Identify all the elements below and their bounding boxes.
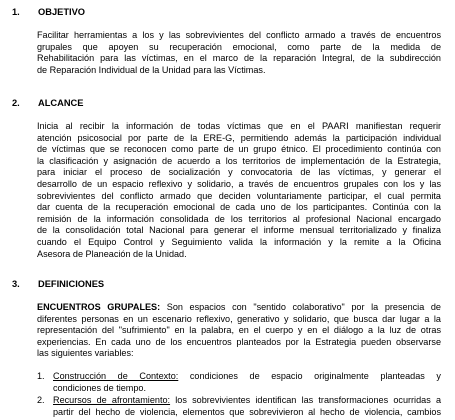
text-line bbox=[53, 395, 441, 407]
text-line bbox=[37, 302, 441, 314]
section-title: DEFINICIONES bbox=[38, 279, 105, 289]
text-line: experiencias. En cada uno de los encuentros planteados por la Estrategia pueden observarse bbox=[37, 336, 441, 347]
section-number: 3. bbox=[12, 279, 20, 289]
list-item-term: Recursos de afrontamiento: bbox=[53, 395, 171, 405]
list-item-text: los sobrevivientes identifican las transformaciones ocurridas a bbox=[170, 395, 441, 405]
text-line: la clasificación y asignación de acuerdo a los territorios de implementación de la Estrategia, bbox=[37, 155, 441, 166]
section-number: 1. bbox=[12, 7, 20, 17]
text-line: atención psicosocial por parte de la ERE-G, permitiendo además la participación individual bbox=[37, 132, 441, 143]
definiciones-paragraph bbox=[37, 302, 441, 360]
text-line: sobrevivientes del conflicto armado que deciden voluntariamente participar, el cual permita bbox=[37, 190, 441, 201]
list-item-body bbox=[53, 395, 441, 418]
section-title: ALCANCE bbox=[38, 98, 84, 108]
text-line: remisión de la información consolidada de los territorios al profesional Nacional encargado bbox=[37, 213, 441, 224]
section-number: 2. bbox=[12, 98, 20, 108]
list-item bbox=[37, 371, 441, 395]
definition-term: ENCUENTROS GRUPALES: bbox=[37, 302, 161, 312]
text-line: dar cuenta de la recuperación emocional de cada uno de los participantes. Continúa con la bbox=[37, 202, 441, 213]
text-line: las siguientes variables: bbox=[37, 348, 134, 359]
section-heading-alcance bbox=[12, 98, 83, 110]
text-line: para iniciar el proceso de socialización y convocatoria de las víctimas, y generar el bbox=[37, 167, 441, 178]
section-heading-objetivo bbox=[12, 7, 85, 19]
list-item bbox=[37, 395, 441, 419]
section-title: OBJETIVO bbox=[38, 7, 86, 17]
text-line: Inicia al recibir la información de todas víctimas que en el PAARI manifiestan requerir bbox=[37, 121, 441, 131]
text-line: de Reparación Individual de la Unidad para las Víctimas. bbox=[37, 64, 266, 75]
text-line: Facilitar herramientas a los y las sobrevivientes del conflicto armado a través de encuentros bbox=[37, 30, 441, 40]
definition-text: Son espacios con "sentido colaborativo" por la presencia de bbox=[160, 302, 441, 312]
text-line: de víctimas que se reconocen como parte de un grupo étnico. El procedimiento continúa con bbox=[37, 144, 441, 155]
list-item-term: Construcción de Contexto: bbox=[53, 371, 179, 381]
text-line: Asesora de Planeación de la Unidad. bbox=[37, 248, 187, 259]
text-line: diferentes personas en un escenario reflexivo, generativo y solidario, que busca dar lugar a la bbox=[37, 313, 441, 324]
list-item-number: 2. bbox=[37, 395, 45, 405]
list-item-body bbox=[53, 371, 441, 394]
alcance-paragraph bbox=[37, 121, 441, 260]
text-line: partir del hecho de violencia, elementos que sobrevivieron al hecho de violencia, cambios bbox=[53, 406, 441, 417]
text-line: grupales que apoyen su recuperación emocional, como parte de la medida de bbox=[37, 41, 441, 52]
text-line: Rehabilitación para las víctimas, en el marco de la reparación Integral, de la subdirección bbox=[37, 53, 441, 64]
text-line bbox=[53, 371, 441, 383]
list-item-text: condiciones de espacio originalmente planteadas y bbox=[178, 371, 441, 381]
text-line: condiciones de tiempo. bbox=[53, 382, 147, 393]
text-line: desarrollo de un espacio reflexivo y solidario, a través de encuentros grupales con los y las bbox=[37, 178, 441, 189]
text-line: de la consolidación total Nacional para generar el informe mensual territorializado y finaliza bbox=[37, 225, 441, 236]
text-line: representación del "sufrimiento" en la palabra, en el cuerpo y en el diálogo a la luz de otras bbox=[37, 325, 441, 336]
text-line: cuando el Equipo Control y Seguimiento valida la información y la remite a la Oficina bbox=[37, 236, 441, 247]
section-heading-definiciones bbox=[12, 279, 104, 291]
objetivo-paragraph bbox=[37, 30, 441, 76]
list-item-number: 1. bbox=[37, 371, 45, 381]
